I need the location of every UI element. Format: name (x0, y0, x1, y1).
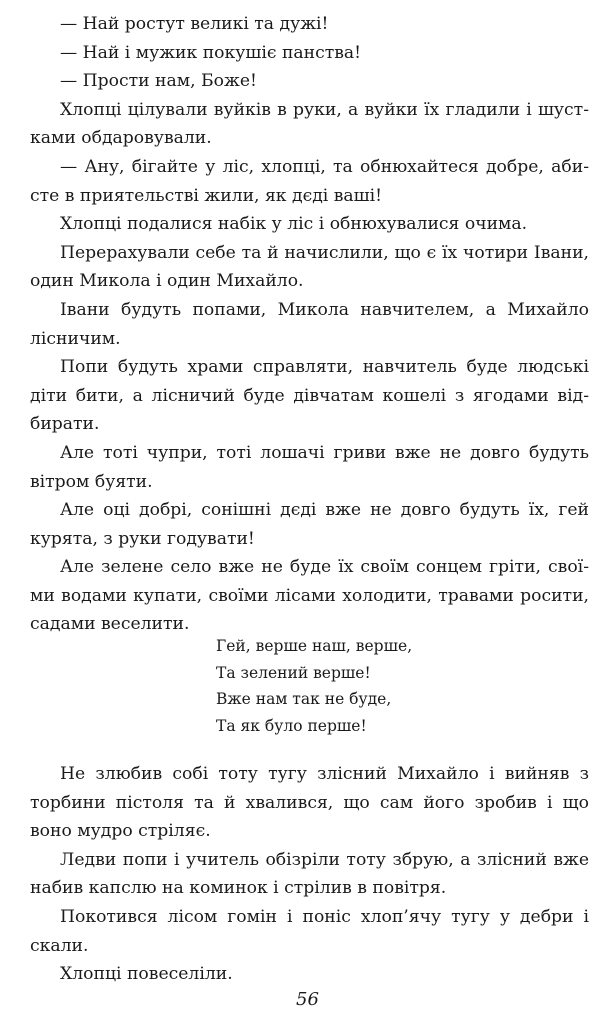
verse-line: Гей, верше наш, верше, (216, 637, 413, 655)
verse-line: Та зелений верше! (216, 663, 371, 682)
paragraph: Хлопці подалися набік у ліс і обнюхувалися очима. (60, 214, 528, 235)
paragraph: Ледви попи і учитель обізріли тоту збрую, а злісний вже набив капслю на коминок і стрілив в повітря. (30, 849, 589, 899)
paragraph: Івани будуть попами, Микола навчителем, а Михайло лісничим. (30, 299, 589, 349)
poem-stanza (216, 633, 476, 739)
prose-bottom (30, 760, 589, 989)
page-number: 56 (296, 989, 319, 1010)
prose-top (30, 10, 589, 639)
paragraph: Але оці добрі, сонішні дєді вже не довго будуть їх, гей курята, з руки годувати! (30, 500, 589, 549)
verse-line: Та як було перше! (216, 716, 367, 735)
paragraph: Хлопці цілували вуйків в руки, а вуйки їх гладили і шустками обдаровували. (30, 99, 589, 149)
paragraph: Але тоті чупри, тоті лошачі гриви вже не довго будуть вітром буяти. (30, 442, 589, 492)
verse-line: Вже нам так не буде, (216, 690, 392, 708)
paragraph: Покотився лісом гомін і поніс хлоп’ячу тугу у дебри і скали. (30, 906, 589, 956)
paragraph: — Най і мужик покушіє панства! (60, 42, 362, 63)
paragraph: Попи будуть храми справляти, навчитель буде людські діти бити, а лісничий буде дівчатам кошелі з ягодами відбирати. (30, 357, 589, 435)
paragraph: — Прости нам, Боже! (60, 71, 257, 92)
paragraph: Не злюбив собі тоту тугу злісний Михайло і вийняв з торбини пістоля та й хвалився, що сам його зробив і що воно мудро стріляє. (30, 764, 589, 842)
paragraph: Але зелене село вже не буде їх своїм сонцем гріти, своїми водами купати, своїми лісами холодити, травами росити, садами веселити. (30, 557, 589, 635)
paragraph: Перерахували себе та й начислили, що є їх чотири Івани, один Микола і один Михайло. (30, 242, 589, 292)
paragraph: Хлопці повеселіли. (60, 964, 233, 985)
paragraph: — Най ростут великі та дужі! (60, 14, 329, 34)
paragraph: — Ану, бігайте у ліс, хлопці, та обнюхайтеся добре, абисте в приятельстві жили, як дєді ваші! (30, 156, 589, 206)
